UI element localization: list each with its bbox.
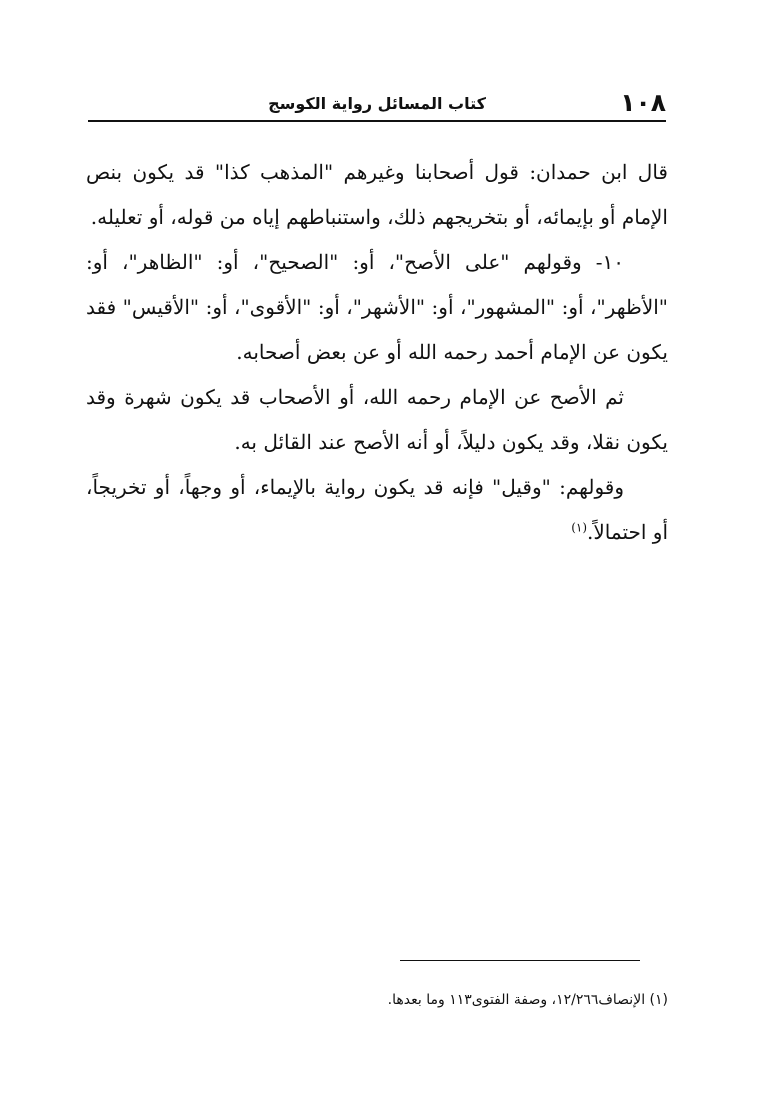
paragraph-4-text: وقولهم: "وقيل" فإنه قد يكون رواية بالإيماء، أو وجهاً، أو تخريجاً، أو احتمالاً. <box>86 475 668 544</box>
running-title: كتاب المسائل رواية الكوسج <box>268 94 486 113</box>
main-text <box>86 150 668 555</box>
page-header <box>88 86 666 122</box>
paragraph-1: قال ابن حمدان: قول أصحابنا وغيرهم "المذهب كذا" قد يكون بنص الإمام أو بإيمائه، أو بتخريجهم ذلك، واستنباطهم إياه من قوله، أو تعليله. <box>86 160 668 229</box>
paragraph-4 <box>86 465 668 555</box>
footnote-marker: (١) <box>571 520 588 535</box>
footnote-divider <box>400 960 640 961</box>
footnote: (١) الإنصاف١٢/٢٦٦، وصفة الفتوى١١٣ وما بعدها. <box>387 992 668 1008</box>
paragraph-3: ثم الأصح عن الإمام رحمه الله، أو الأصحاب قد يكون شهرة وقد يكون نقلا، وقد يكون دليلاً، أو أنه الأصح عند القائل به. <box>86 385 668 454</box>
page-number: ١٠٨ <box>620 88 666 117</box>
paragraph-2: ١٠- وقولهم "على الأصح"، أو: "الصحيح"، أو: "الظاهر"، أو: "الأظهر"، أو: "المشهور"، أو: "الأشهر"، أو: "الأقوى"، أو: "الأقيس" فقد يكون عن الإمام أحمد رحمه الله أو عن بعض أصحابه. <box>86 250 668 364</box>
